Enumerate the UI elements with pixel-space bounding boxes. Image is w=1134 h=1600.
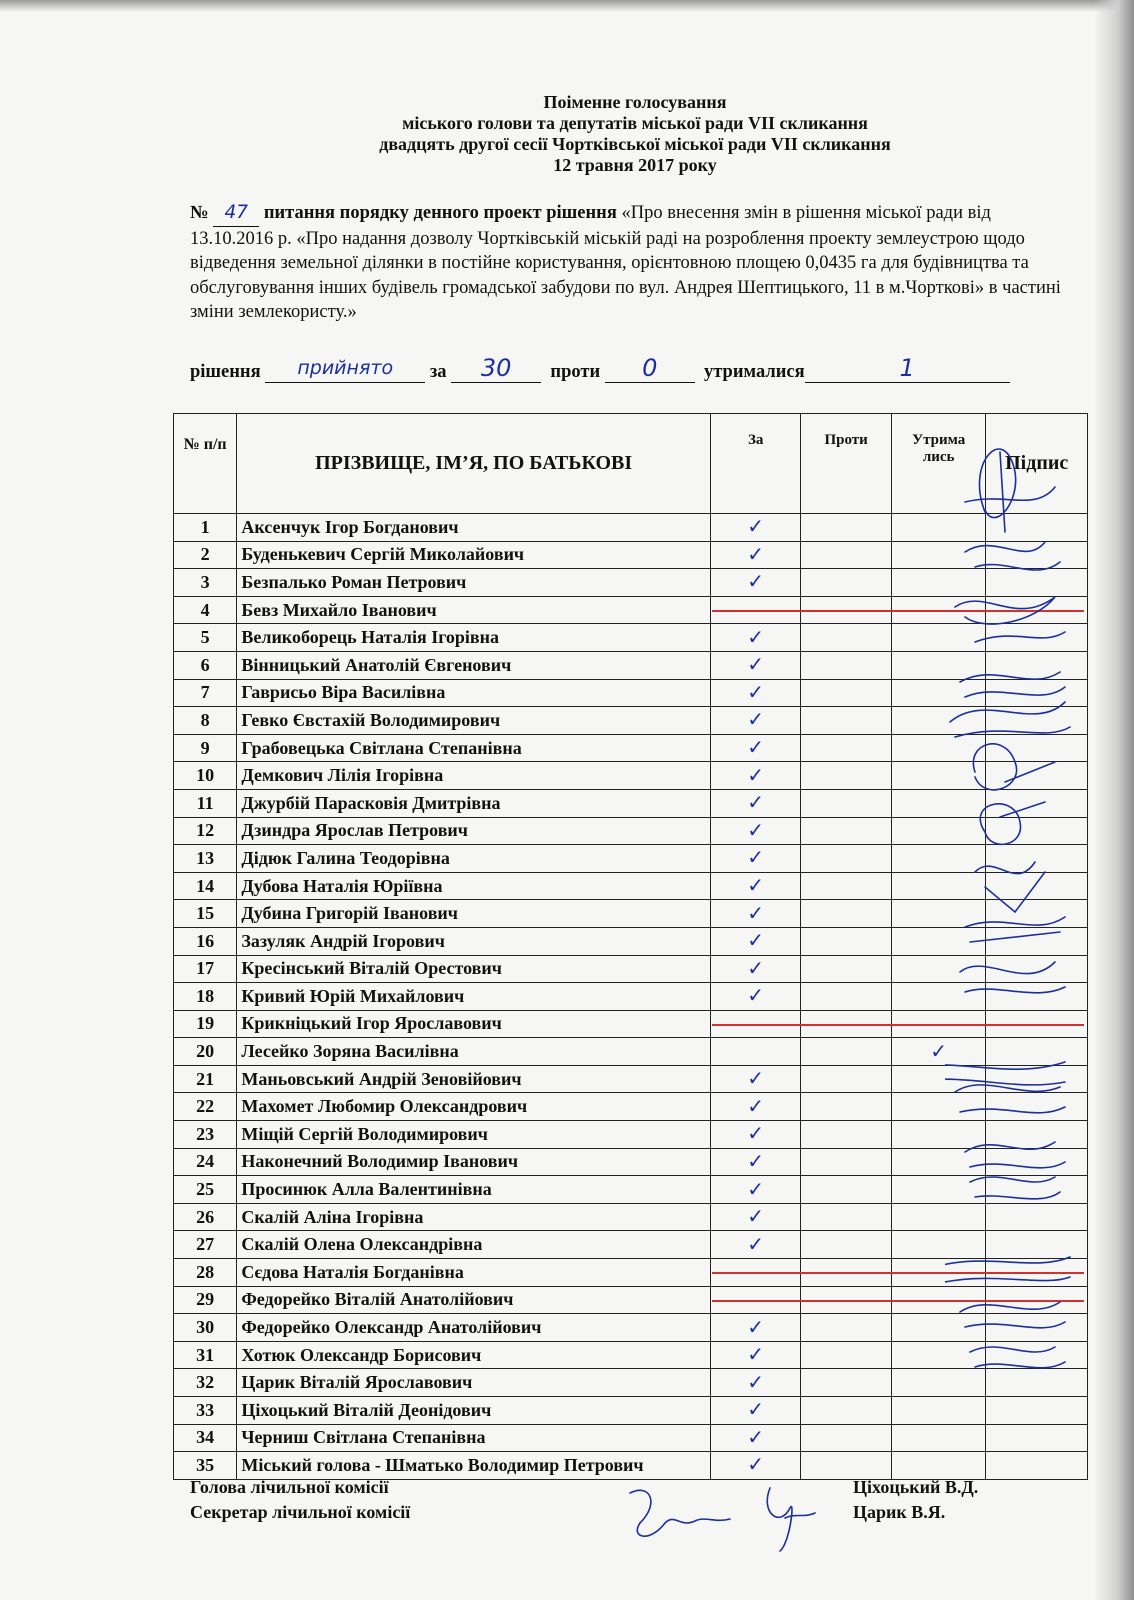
signature-10 (960, 962, 1065, 993)
cell-for (710, 679, 800, 707)
row-number: 30 (174, 1314, 237, 1342)
header-against: Проти (801, 414, 891, 514)
for-count: 30 (480, 354, 512, 382)
cell-abstain (891, 1424, 986, 1452)
cell-against (801, 927, 891, 955)
row-name: Міщій Сергій Володимирович (237, 1121, 711, 1149)
abstain-label: утрималися (703, 362, 805, 382)
check-mark-icon: ✓ (747, 873, 765, 898)
row-name: Демкович Лілія Ігорівна (237, 762, 711, 790)
cell-for (710, 651, 800, 679)
cell-against (801, 1038, 891, 1066)
cell-for (710, 1397, 800, 1425)
check-mark-icon: ✓ (747, 1148, 765, 1173)
row-name: Федорейко Олександр Анатолійович (237, 1314, 711, 1342)
agenda-text: «Про внесення змін в рішення міської ради від 13.10.2016 р. «Про надання дозволу Чортківській міській раді на розроблення проекту землеустрою щодо відведення земельної ділянки в постійне користування, орієнтовною площею 0,0435 га для будівництва та обслуговування інших будівель громадської забудови по вул. Андрея Шептицького, 11 в м.Чорткові» в частині зміни землекористу.» (190, 203, 1061, 322)
row-number: 20 (174, 1038, 237, 1066)
row-number: 25 (174, 1176, 237, 1204)
cell-against (801, 955, 891, 983)
signature-column-scribbles (945, 392, 1075, 1412)
header-session: двадцять другої сесії Чортківської міської ради VII скликання (379, 134, 891, 154)
cell-against (801, 789, 891, 817)
cell-against (801, 872, 891, 900)
against-label: проти (550, 362, 601, 382)
check-mark-icon: ✓ (747, 1066, 765, 1091)
signature-16 (960, 1302, 1065, 1328)
secretary-label: Секретар лічильної комісії (190, 1502, 411, 1522)
row-name: Кресінський Віталій Орестович (237, 955, 711, 983)
cell-against (801, 541, 891, 569)
signature-2 (965, 542, 1060, 570)
row-name: Лесейко Зоряна Василівна (237, 1038, 711, 1066)
check-mark-icon: ✓ (747, 900, 765, 925)
cell-for (710, 541, 800, 569)
row-name: Черниш Світлана Степанівна (237, 1424, 711, 1452)
signature-17 (970, 1347, 1065, 1368)
cell-against (801, 679, 891, 707)
row-number: 28 (174, 1259, 237, 1287)
cell-for (710, 624, 800, 652)
vote-result-line (190, 354, 1080, 383)
cell-against (801, 1148, 891, 1176)
cell-against (801, 707, 891, 735)
row-name: Великоборець Наталія Ігорівна (237, 624, 711, 652)
check-mark-icon: ✓ (747, 928, 765, 953)
cell-against (801, 762, 891, 790)
row-number: 16 (174, 927, 237, 955)
check-mark-icon: ✓ (747, 652, 765, 677)
abstain-blank (805, 354, 1010, 383)
row-name: Буденькевич Сергій Миколайович (237, 541, 711, 569)
cell-for (710, 872, 800, 900)
check-mark-icon: ✓ (747, 735, 765, 760)
header-title: Поіменне голосування (543, 92, 727, 112)
row-number: 23 (174, 1121, 237, 1149)
row-name: Сєдова Наталія Богданівна (237, 1259, 711, 1287)
cell-for (710, 1065, 800, 1093)
row-name: Дубова Наталія Юріївна (237, 872, 711, 900)
signature-8 (975, 862, 1045, 912)
scan-top-edge (0, 0, 1134, 12)
row-name: Зазуляк Андрій Ігорович (237, 927, 711, 955)
row-number: 15 (174, 900, 237, 928)
cell-against (801, 1065, 891, 1093)
cell-against (801, 569, 891, 597)
cell-against (801, 651, 891, 679)
row-number: 35 (174, 1452, 237, 1480)
row-number: 8 (174, 707, 237, 735)
chair-label: Голова лічильної комісії (190, 1477, 389, 1497)
row-name: Дубина Григорій Іванович (237, 900, 711, 928)
row-name: Гаврисьо Віра Василівна (237, 679, 711, 707)
signature-7 (980, 802, 1045, 844)
secretary-name: Царик В.Я. (853, 1502, 946, 1522)
check-mark-icon: ✓ (747, 514, 765, 539)
row-number: 2 (174, 541, 237, 569)
table-row (174, 1424, 1088, 1452)
row-number: 6 (174, 651, 237, 679)
cell-for (710, 1121, 800, 1149)
footer-names (853, 1475, 978, 1525)
cell-for (710, 1203, 800, 1231)
check-mark-icon: ✓ (747, 790, 765, 815)
signature-9 (965, 917, 1065, 942)
cell-for (710, 707, 800, 735)
row-number: 34 (174, 1424, 237, 1452)
row-name: Аксенчук Ігор Богданович (237, 514, 711, 542)
row-number: 10 (174, 762, 237, 790)
cell-against (801, 1314, 891, 1342)
cell-against (801, 1397, 891, 1425)
check-mark-icon: ✓ (747, 1342, 765, 1367)
row-number: 17 (174, 955, 237, 983)
agenda-number-value: 47 (224, 202, 248, 223)
row-number: 14 (174, 872, 237, 900)
cell-against (801, 1424, 891, 1452)
row-number: 24 (174, 1148, 237, 1176)
cell-against (801, 1121, 891, 1149)
row-name: Вінницький Анатолій Євгенович (237, 651, 711, 679)
cell-for (710, 1231, 800, 1259)
row-number: 18 (174, 983, 237, 1011)
cell-for (710, 1341, 800, 1369)
cell-for (710, 1038, 800, 1066)
cell-against (801, 1341, 891, 1369)
row-name: Дідюк Галина Теодорівна (237, 845, 711, 873)
cell-for (710, 927, 800, 955)
check-mark-icon: ✓ (747, 762, 765, 787)
signature-13 (965, 1142, 1065, 1168)
signature-5 (950, 702, 1070, 737)
cell-for (710, 1424, 800, 1452)
cell-for (710, 1314, 800, 1342)
row-number: 22 (174, 1093, 237, 1121)
check-mark-icon: ✓ (747, 1093, 765, 1118)
row-number: 1 (174, 514, 237, 542)
row-number: 4 (174, 596, 237, 624)
agenda-number-prefix: № (190, 203, 209, 223)
check-mark-icon: ✓ (747, 1452, 765, 1477)
row-name: Дзиндра Ярослав Петрович (237, 817, 711, 845)
signature-14 (970, 1177, 1060, 1199)
cell-for (710, 817, 800, 845)
row-number: 19 (174, 1010, 237, 1038)
row-name: Махомет Любомир Олександрович (237, 1093, 711, 1121)
row-name: Джурбій Парасковія Дмитрівна (237, 789, 711, 817)
check-mark-icon: ✓ (747, 955, 765, 980)
cell-against (801, 514, 891, 542)
for-label: за (429, 362, 447, 382)
check-mark-icon: ✓ (747, 1121, 765, 1146)
document-header (190, 92, 1080, 176)
cell-for (710, 762, 800, 790)
abstain-count: 1 (899, 354, 915, 382)
cell-for (710, 1093, 800, 1121)
check-mark-icon: ✓ (747, 569, 765, 594)
signature-4 (960, 672, 1065, 697)
scan-right-edge (1094, 0, 1134, 1600)
agenda-item (190, 201, 1070, 325)
row-number: 33 (174, 1397, 237, 1425)
signature-11 (945, 1062, 1065, 1085)
cell-against (801, 1231, 891, 1259)
check-mark-icon: ✓ (747, 624, 765, 649)
header-name: ПРІЗВИЩЕ, ІМ’Я, ПО БАТЬКОВІ (237, 414, 711, 514)
check-mark-icon: ✓ (747, 1314, 765, 1339)
row-name: Гевко Євстахій Володимирович (237, 707, 711, 735)
row-name: Бевз Михайло Іванович (237, 596, 711, 624)
check-mark-icon: ✓ (747, 1176, 765, 1201)
row-number: 11 (174, 789, 237, 817)
check-mark-icon: ✓ (747, 817, 765, 842)
row-name: Наконечний Володимир Іванович (237, 1148, 711, 1176)
cell-against (801, 817, 891, 845)
row-number: 5 (174, 624, 237, 652)
row-number: 3 (174, 569, 237, 597)
cell-for (710, 983, 800, 1011)
chair-signature (630, 1490, 730, 1536)
cell-against (801, 1093, 891, 1121)
row-name: Крикніцький Ігор Ярославович (237, 1010, 711, 1038)
secretary-signature (767, 1488, 815, 1551)
header-num: № п/п (174, 414, 237, 514)
cell-for (710, 569, 800, 597)
header-signature: Підпис (986, 414, 1088, 514)
row-name: Скалій Аліна Ігорівна (237, 1203, 711, 1231)
header-subtitle: міського голови та депутатів міської ради VII скликання (402, 113, 868, 133)
cell-against (801, 1203, 891, 1231)
decision-label: рішення (190, 362, 261, 382)
header-abstain: Утрима лись (891, 414, 986, 514)
chair-name: Ціхоцький В.Д. (853, 1477, 979, 1497)
check-mark-icon: ✓ (747, 1424, 765, 1449)
row-name: Ціхоцький Віталій Деонідович (237, 1397, 711, 1425)
cell-for (710, 514, 800, 542)
agenda-label: питання порядку денного проект рішення (263, 203, 617, 223)
row-name: Міський голова - Шматько Володимир Петрович (237, 1452, 711, 1480)
signature-3 (955, 597, 1065, 642)
cell-against (801, 900, 891, 928)
cell-for (710, 845, 800, 873)
row-name: Просинюк Алла Валентинівна (237, 1176, 711, 1204)
cell-against (801, 734, 891, 762)
row-name: Федорейко Віталій Анатолійович (237, 1286, 711, 1314)
row-name: Хотюк Олександр Борисович (237, 1341, 711, 1369)
footer-signatures (620, 1483, 820, 1553)
row-name: Грабовецька Світлана Степанівна (237, 734, 711, 762)
row-number: 12 (174, 817, 237, 845)
row-number: 32 (174, 1369, 237, 1397)
cell-against (801, 1369, 891, 1397)
row-number: 27 (174, 1231, 237, 1259)
decision-value: прийнято (297, 357, 394, 379)
row-number: 26 (174, 1203, 237, 1231)
cell-for (710, 955, 800, 983)
cell-against (801, 845, 891, 873)
against-count: 0 (642, 354, 658, 382)
row-number: 9 (174, 734, 237, 762)
cell-for (710, 789, 800, 817)
signature-12 (955, 1085, 1065, 1113)
for-blank (451, 354, 541, 383)
check-mark-icon: ✓ (930, 1038, 948, 1063)
cell-for (710, 734, 800, 762)
check-mark-icon: ✓ (747, 707, 765, 732)
cell-against (801, 983, 891, 1011)
row-name: Безпалько Роман Петрович (237, 569, 711, 597)
check-mark-icon: ✓ (747, 1204, 765, 1229)
cell-against (801, 624, 891, 652)
check-mark-icon: ✓ (747, 1369, 765, 1394)
row-number: 7 (174, 679, 237, 707)
check-mark-icon: ✓ (747, 845, 765, 870)
against-blank (605, 354, 695, 383)
cell-signature (986, 1424, 1088, 1452)
cell-for (710, 900, 800, 928)
row-name: Кривий Юрій Михайлович (237, 983, 711, 1011)
row-name: Царик Віталій Ярославович (237, 1369, 711, 1397)
agenda-number-blank (213, 201, 259, 227)
row-number: 29 (174, 1286, 237, 1314)
signature-15 (945, 1257, 1070, 1282)
check-mark-icon: ✓ (747, 983, 765, 1008)
cell-for (710, 1148, 800, 1176)
check-mark-icon: ✓ (747, 1231, 765, 1256)
row-number: 21 (174, 1065, 237, 1093)
signature-1 (965, 449, 1055, 532)
cell-for (710, 1176, 800, 1204)
row-name: Скалій Олена Олександрівна (237, 1231, 711, 1259)
header-for: За (710, 414, 800, 514)
row-number: 31 (174, 1341, 237, 1369)
header-date: 12 травня 2017 року (553, 155, 717, 175)
check-mark-icon: ✓ (747, 679, 765, 704)
row-number: 13 (174, 845, 237, 873)
decision-blank (265, 358, 425, 383)
cell-against (801, 1176, 891, 1204)
signature-6 (973, 744, 1055, 790)
check-mark-icon: ✓ (747, 541, 765, 566)
cell-for (710, 1369, 800, 1397)
row-name: Маньовський Андрій Зеновійович (237, 1065, 711, 1093)
check-mark-icon: ✓ (747, 1397, 765, 1422)
